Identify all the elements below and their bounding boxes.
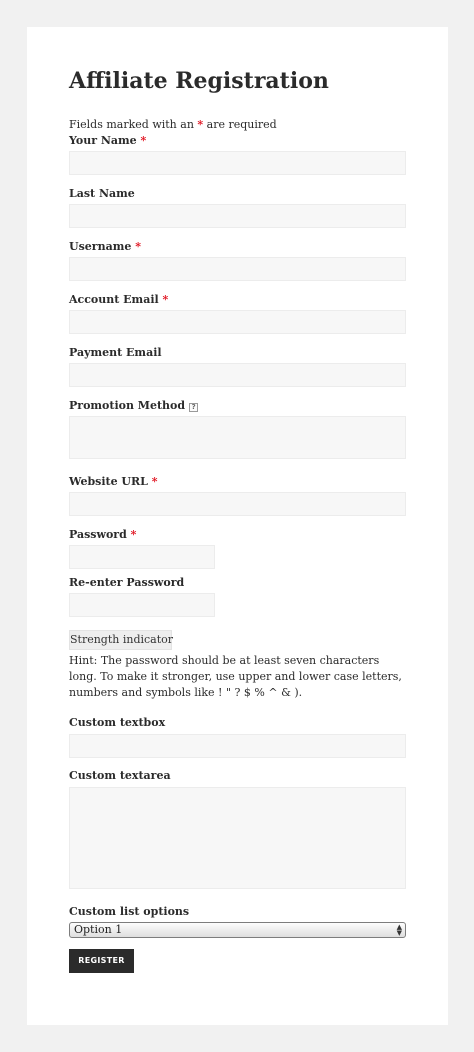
password-hint: Hint: The password should be at least seven characters long. To make it stronger, use upper and lower case letters, numbers and symbols like ! " ? $ % ^ & ). [69,654,402,699]
register-button[interactable]: REGISTER [69,949,134,973]
website-url-label: Website URL * [69,475,158,488]
your-name-label: Your Name * [69,134,147,147]
last-name-label: Last Name [69,187,135,200]
payment-email-field[interactable] [69,363,406,387]
your-name-field[interactable] [69,151,406,175]
promotion-method-textarea[interactable] [69,416,406,459]
reenter-password-field[interactable] [69,593,215,617]
required-fields-note: Fields marked with an * are required [69,118,277,131]
select-arrows-icon: ▲ ▼ [396,923,402,937]
required-star: * [130,528,137,541]
required-star: * [135,240,141,253]
username-field[interactable] [69,257,406,281]
required-star: * [197,118,204,131]
password-label: Password * [69,528,137,541]
custom-list-label: Custom list options [69,905,190,918]
registration-card [27,27,448,1025]
password-strength-indicator: Strength indicator [69,630,172,650]
required-star: * [140,134,147,147]
required-star: * [162,293,169,306]
account-email-field[interactable] [69,310,406,334]
payment-email-label: Payment Email [69,346,162,359]
custom-list-selected-value: Option 1 [74,923,123,936]
reenter-password-label: Re-enter Password [69,576,185,589]
password-field[interactable] [69,545,215,569]
account-email-label: Account Email * [69,293,169,306]
custom-textbox-label: Custom textbox [69,716,166,729]
username-label: Username * [69,240,141,253]
required-star: * [151,475,158,488]
help-icon[interactable]: ? [189,403,198,412]
page-title: Affiliate Registration [69,68,329,94]
custom-list-select[interactable] [69,922,406,938]
promotion-method-label: Promotion Method ? [69,399,198,413]
website-url-field[interactable] [69,492,406,516]
last-name-field[interactable] [69,204,406,228]
custom-textarea-label: Custom textarea [69,769,171,782]
custom-textbox-field[interactable] [69,734,406,758]
custom-textarea[interactable] [69,787,406,889]
